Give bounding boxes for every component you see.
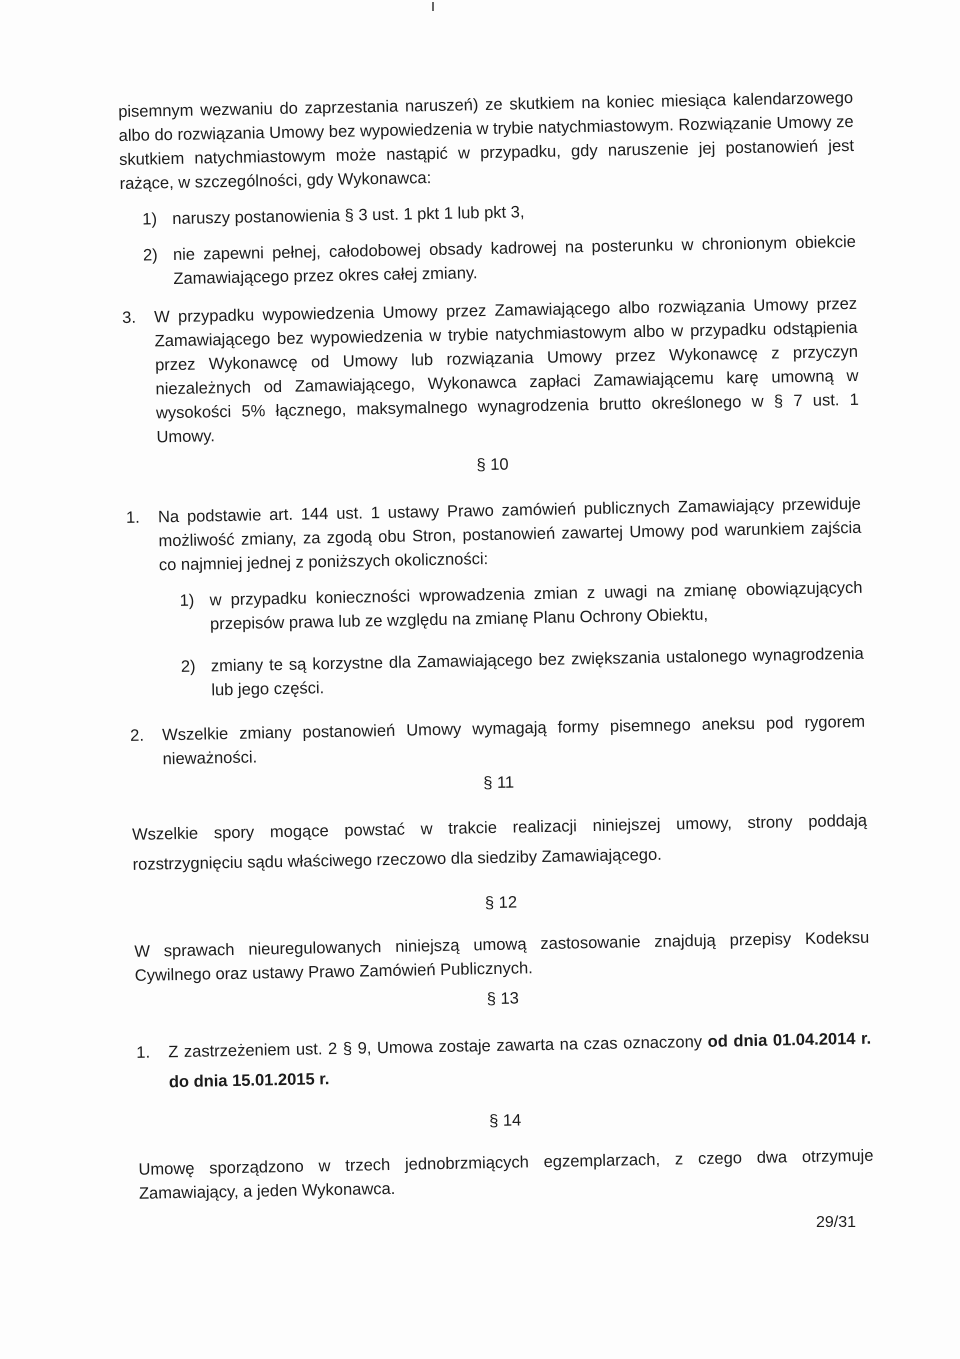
intro-item-2: [121, 230, 857, 292]
s13-point-1: [136, 1024, 872, 1098]
contract-period: od dnia 01.04.2014 r. do dnia 15.01.2015 r.: [168, 1029, 872, 1092]
intro-item-1: [120, 194, 855, 232]
item-label: 2): [142, 246, 158, 265]
item-text: W przypadku wypowiedzenia Umowy przez Zamawiającego albo rozwiązania Umowy przez Zamawiającego bez wypowiedzenia w trybie natychmiastowym albo w przypadku odstąpienia przez Wykonawcę od Umowy lub rozwiązania Umowy przez Wykonawcę z przyczyn niezależnych od Zamawiającego, Wykonawca zapłaci Zamawiającemu karę umowną w wysokości 5% łącznego, maksymalnego wynagrodzenia brutto określonego w § 7 ust. 1 Umowy.: [154, 294, 860, 447]
item-text: nie zapewni pełnej, całodobowej obsady kadrowej na posterunku w chronionym obiekcie Zamawiającego przez okres całej zmiany.: [172, 232, 857, 288]
item-label: 3.: [122, 308, 137, 327]
item-text: [168, 1024, 872, 1097]
s10-item-1: [127, 576, 863, 638]
s10-point-1: [126, 492, 862, 578]
item-text: zmiany te są korzystne dla Zamawiającego bez zwiększania ustalonego wynagrodzenia lub jego części.: [210, 644, 864, 700]
section-heading-14: § 14: [488, 1111, 522, 1131]
document-body: [118, 86, 874, 1206]
item-label: 1): [179, 591, 195, 610]
section-heading-12: § 12: [484, 893, 518, 913]
s14-paragraph: Umowę sporządzono w trzech jednobrzmiących egzemplarzach, z czego dwa otrzymuje Zamawiający, a jeden Wykonawca.: [138, 1146, 874, 1203]
page-number: 29/31: [815, 1214, 856, 1231]
s10-point-2: [130, 710, 866, 772]
item-label: 1.: [125, 508, 140, 527]
item-text: w przypadku konieczności wprowadzenia zmian z uwagi na zmianę obowiązujących przepisów prawa lub ze względu na zmianę Planu Ochrony Obiektu,: [209, 578, 863, 634]
intro-point-3: [122, 292, 860, 450]
s11-paragraph: Wszelkie spory mogące powstać w trakcie realizacji niniejszej umowy, strony poddają rozstrzygnięciu sądu właściwego rzeczowo dla siedziby Zamawiającego.: [131, 811, 868, 874]
s10-item-2: [129, 642, 865, 704]
scan-speck: [432, 2, 434, 11]
s13-text: Z zastrzeżeniem ust. 2 § 9, Umowa zostaje zawarta na czas oznaczony: [168, 1032, 708, 1062]
intro-paragraph: pisemnym wezwaniu do zaprzestania naruszeń) ze skutkiem na koniec miesiąca kalendarzowego albo do rozwiązania Umowy bez wypowiedzenia w trybie natychmiastowym. Rozwiązanie Umowy ze skutkiem natychmiastowym może nastąpić w przypadku, gdy naruszenie jej postanowień jest rażące, w szczególności, gdy Wykonawca:: [118, 88, 855, 193]
item-label: 1): [142, 210, 158, 229]
section-heading-13: § 13: [486, 989, 520, 1009]
section-heading-10: § 10: [476, 455, 509, 475]
item-text: Na podstawie art. 144 ust. 1 ustawy Prawo zamówień publicznych Zamawiający przewiduje możliwość zmiany, za zgodą obu Stron, postanowień zawartej Umowy pod warunkiem zajścia co najmniej jednej z poniższych okoliczności:: [157, 494, 862, 575]
item-label: 2.: [130, 726, 145, 745]
section-heading-11: § 11: [483, 773, 515, 793]
item-label: 1.: [136, 1043, 151, 1062]
item-label: 2): [180, 657, 196, 676]
item-text: Wszelkie zmiany postanowień Umowy wymagają formy pisemnego aneksu pod rygorem nieważności.: [162, 712, 866, 769]
item-text: naruszy postanowienia § 3 ust. 1 pkt 1 lub pkt 3,: [172, 203, 525, 228]
s12-paragraph: W sprawach nieuregulowanych niniejszą umową zastosowanie znajdują przepisy Kodeksu Cywilnego oraz ustawy Prawo Zamówień Publicznych.: [134, 928, 870, 985]
